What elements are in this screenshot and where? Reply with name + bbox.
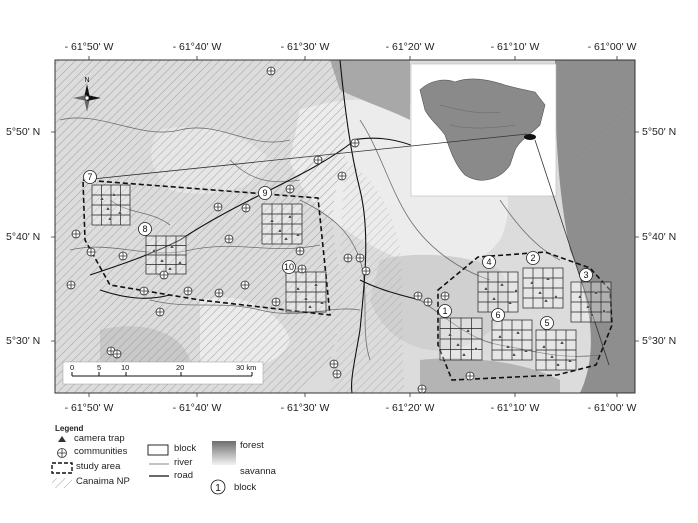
right-tick: 5°40' N [642,231,677,243]
left-tick: 5°50' N [6,126,41,138]
legend-block-box-label: block [174,443,197,454]
block-label-5: 5 [544,318,550,328]
inset-map-venezuela [411,64,556,196]
legend-river-label: river [174,457,193,468]
block-label-8: 8 [142,224,148,234]
legend-study-area-label: study area [76,461,121,472]
right-tick: 5°50' N [642,126,677,138]
community-marker [140,287,148,295]
community-marker [119,252,127,260]
right-tick: 5°30' N [642,335,677,347]
block-5-grid [536,330,576,370]
block-label-4: 4 [486,257,492,267]
block-6-grid [492,320,532,360]
legend-block-number-label: block [234,482,257,493]
scale-bar [63,362,263,384]
community-marker [87,248,95,256]
community-marker [466,372,474,380]
block-label-6: 6 [495,310,501,320]
community-marker [184,287,192,295]
block-10-grid [286,272,326,312]
bottom-tick: - 61°30' W [280,402,330,414]
community-marker [160,271,168,279]
community-marker [286,185,294,193]
community-marker [215,289,223,297]
community-marker [418,385,426,393]
community-marker [356,254,364,262]
community-marker [113,350,121,358]
legend-canaima-label: Canaima NP [76,476,130,487]
community-marker [314,156,322,164]
community-marker [362,267,370,275]
block-label-1: 1 [442,306,448,316]
scale-tick-20: 20 [176,363,185,372]
top-tick: - 61°00' W [587,41,637,53]
scale-tick-30: 30 km [236,363,257,372]
community-marker [272,298,280,306]
block-label-9: 9 [262,188,268,198]
bottom-tick: - 61°10' W [490,402,540,414]
top-tick: - 61°50' W [64,41,114,53]
legend-camera-trap-label: camera trap [74,433,125,444]
top-tick: - 61°20' W [385,41,435,53]
community-marker [67,281,75,289]
scale-tick-5: 5 [97,363,102,372]
bottom-tick: - 61°40' W [172,402,222,414]
top-tick: - 61°30' W [280,41,330,53]
community-marker [351,139,359,147]
left-tick: 5°40' N [6,231,41,243]
community-marker [330,360,338,368]
community-marker [296,247,304,255]
scale-tick-0: 0 [70,363,75,372]
block-label-2: 2 [530,253,536,263]
left-tick: 5°30' N [6,335,41,347]
community-marker [225,235,233,243]
legend-road-label: road [174,470,194,481]
block-8-grid [146,236,186,274]
bottom-tick: - 61°50' W [64,402,114,414]
community-marker [241,281,249,289]
block-9-grid [262,204,302,244]
community-marker [414,292,422,300]
community-marker [338,172,346,180]
community-marker [72,230,80,238]
community-marker [156,308,164,316]
legend-savanna-label: savanna [240,466,276,477]
community-marker [214,203,222,211]
legend-forest-label: forest [240,440,264,451]
bottom-tick: - 61°20' W [385,402,435,414]
bottom-tick: - 61°00' W [587,402,637,414]
top-tick: - 61°10' W [490,41,540,53]
block-label-10: 10 [283,262,295,272]
community-marker [441,292,449,300]
block-2-grid [523,268,563,308]
community-marker [267,67,275,75]
legend-title: Legend [55,424,84,433]
community-marker [424,298,432,306]
block-label-7: 7 [87,172,93,182]
block-label-3: 3 [583,270,589,280]
community-marker [242,204,250,212]
top-tick: - 61°40' W [172,41,222,53]
scale-tick-10: 10 [121,363,130,372]
legend-block-number-symbol: 1 [215,483,221,494]
community-marker [333,370,341,378]
north-label: N [84,77,90,84]
block-1-grid [440,318,482,360]
community-marker [298,265,306,273]
block-4-grid [478,272,518,312]
legend-communities-label: communities [74,446,128,457]
community-marker [344,254,352,262]
